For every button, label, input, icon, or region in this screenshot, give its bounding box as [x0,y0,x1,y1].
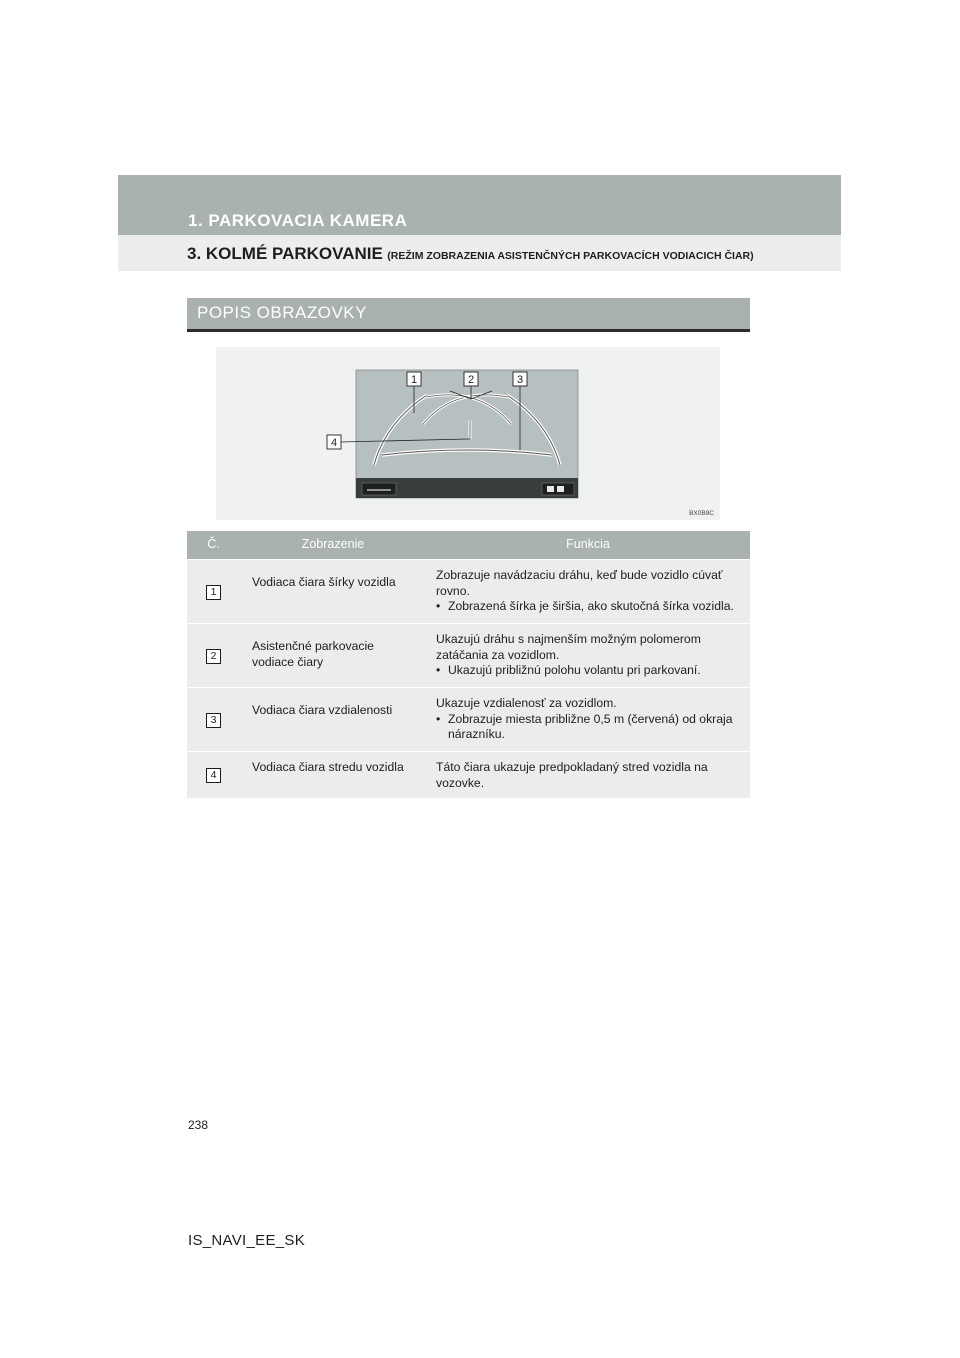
table-header-row [187,531,750,560]
row-number: 3 [206,713,221,728]
row-function-bullet: Zobrazuje miesta približne 0,5 m (červená) od okraja nárazníku. [448,711,733,741]
row-number-cell [187,624,240,688]
screen-button-right-icon-a [547,486,554,492]
figure-code: BX0B9C [689,510,714,517]
row-display: Asistenčné parkovacie vodiace čiary [240,624,426,688]
document-code: IS_NAVI_EE_SK [188,1232,306,1249]
row-function [426,560,750,624]
page-title-sub: (REŽIM ZOBRAZENIA ASISTENČNÝCH PARKOVACÍCH VODIACICH ČIAR) [387,250,754,262]
row-number: 4 [206,768,221,783]
camera-screen-illustration [216,347,720,520]
col-header-function: Funkcia [426,531,750,560]
screen-button-right-icon-b [557,486,564,492]
row-function-bullet-item [436,663,742,679]
bullet-icon: • [436,663,441,677]
table-row [187,752,750,798]
row-function-text: Ukazuje vzdialenosť za vozidlom. [436,696,617,710]
table-row [187,560,750,624]
section-title: 1. PARKOVACIA KAMERA [188,211,408,230]
row-number-cell [187,752,240,798]
callout-1-label: 1 [410,374,418,386]
callout-2-label: 2 [467,374,475,386]
row-display: Vodiaca čiara šírky vozidla [240,560,426,624]
screen-button-left [362,483,396,495]
col-header-display: Zobrazenie [240,531,426,560]
row-function [426,688,750,752]
page-title-main: 3. KOLMÉ PARKOVANIE [187,244,383,263]
row-number-cell [187,688,240,752]
row-function-bullet: Zobrazená šírka je širšia, ako skutočná šírka vozidla. [448,599,734,613]
row-function [426,752,750,798]
page-title [187,244,754,264]
bullet-icon: • [436,599,441,613]
row-function-text: Zobrazuje navádzaciu dráhu, keď bude vozidlo cúvať rovno. [436,568,723,598]
bullet-icon: • [436,711,441,726]
row-function-text: Ukazujú dráhu s najmenším možným polomerom zatáčania za vozidlom. [436,632,701,662]
row-display: Vodiaca čiara stredu vozidla [240,752,426,798]
subsection-header [187,298,750,332]
row-function [426,624,750,688]
row-function-bullet-item [436,599,742,615]
page-number: 238 [188,1118,209,1132]
row-number: 2 [206,649,221,664]
row-function-bullet-item [436,712,742,743]
row-number: 1 [206,585,221,600]
table-row [187,624,750,688]
table-row [187,688,750,752]
camera-screen-figure [216,347,720,520]
callout-3-label: 3 [516,374,524,386]
callout-4-label: 4 [330,437,338,449]
row-function-text: Táto čiara ukazuje predpokladaný stred vozidla na vozovke. [436,760,708,790]
col-header-number: Č. [187,531,240,560]
row-function-bullet: Ukazujú približnú polohu volantu pri parkovaní. [448,663,701,677]
row-number-cell [187,560,240,624]
screen-description-table [187,531,750,798]
subsection-title: POPIS OBRAZOVKY [197,303,367,322]
row-display: Vodiaca čiara vzdialenosti [240,688,426,752]
